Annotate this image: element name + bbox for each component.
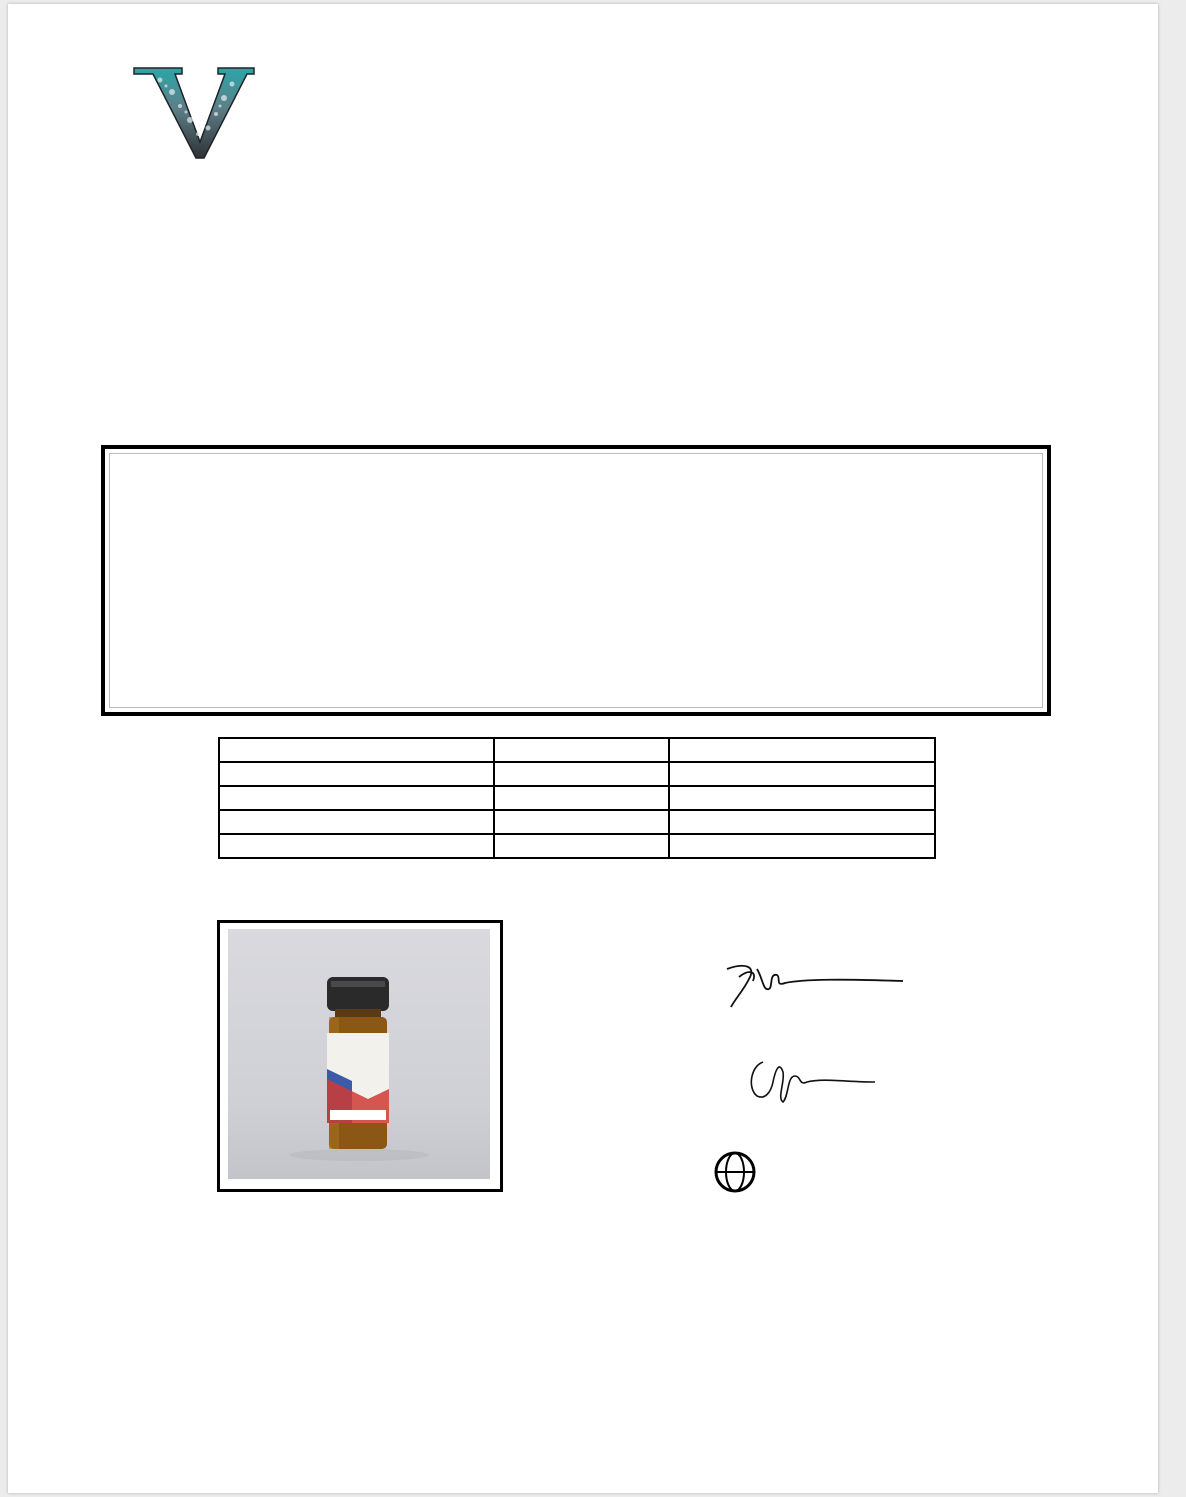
table-row — [219, 762, 935, 786]
table-cell — [494, 834, 669, 858]
vial-image — [228, 929, 490, 1179]
table-row — [219, 834, 935, 858]
table-cell — [219, 810, 494, 834]
iso-accreditation-badge — [708, 1150, 848, 1194]
table-cell — [669, 786, 935, 810]
table-cell — [219, 834, 494, 858]
table-row — [219, 810, 935, 834]
column-header — [494, 738, 669, 762]
table-header-row — [219, 738, 935, 762]
director-signature — [723, 959, 913, 1019]
column-header — [669, 738, 935, 762]
photo-background — [228, 929, 490, 1179]
certificate-page — [8, 4, 1158, 1493]
vanguard-logo — [120, 62, 280, 192]
table-cell — [669, 762, 935, 786]
table-cell — [219, 762, 494, 786]
column-header — [219, 738, 494, 762]
table-cell — [669, 834, 935, 858]
table-row — [219, 786, 935, 810]
table-cell — [494, 762, 669, 786]
chromatogram — [105, 449, 1047, 712]
table-cell — [494, 786, 669, 810]
table-cell — [669, 810, 935, 834]
results-table — [218, 737, 936, 859]
table-cell — [219, 786, 494, 810]
table-cell — [494, 810, 669, 834]
sample-photo — [217, 920, 503, 1192]
manager-signature — [743, 1052, 883, 1108]
chromatogram-box — [101, 445, 1051, 716]
